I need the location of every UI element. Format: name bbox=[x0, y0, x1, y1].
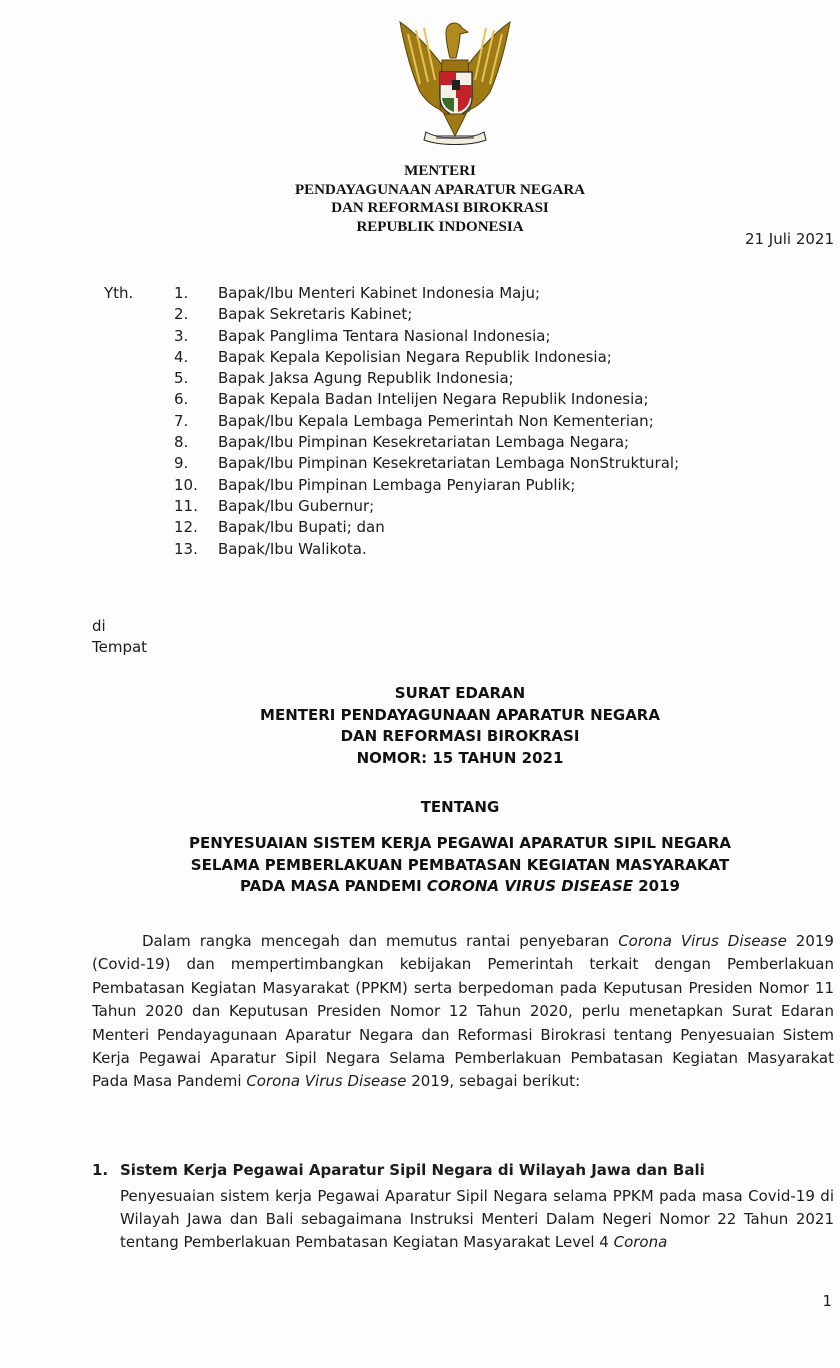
section-text: Penyesuaian sistem kerja Pegawai Aparatur Sipil Negara selama PPKM pada masa Covid-19 di Wilayah Jawa dan Bali sebagaimana Instruksi Menteri Dalam Negeri Nomor 22 Tahun 2021 tentang Pemberlakuan Pembatasan Kegiatan Masyarakat Level 4 bbox=[120, 1187, 834, 1252]
list-item bbox=[174, 347, 679, 368]
item-number: 5. bbox=[174, 369, 189, 388]
intro-italic: Corona Virus Disease bbox=[618, 932, 787, 950]
page-number: 1 bbox=[822, 1292, 832, 1310]
item-number: 2. bbox=[174, 305, 189, 324]
list-item bbox=[174, 411, 679, 432]
subject-italic: CORONA VIRUS DISEASE bbox=[426, 877, 634, 895]
item-text: Bapak/Ibu Pimpinan Kesekretariatan Lembaga NonStruktural; bbox=[218, 454, 680, 473]
ministry-line: DAN REFORMASI BIROKRASI bbox=[331, 200, 549, 216]
subject-line: SELAMA PEMBERLAKUAN PEMBATASAN KEGIATAN MASYARAKAT bbox=[190, 855, 730, 874]
subject-line: PENYESUAIAN SISTEM KERJA PEGAWAI APARATUR SIPIL NEGARA bbox=[188, 834, 732, 852]
item-text: Bapak Sekretaris Kabinet; bbox=[218, 305, 413, 324]
tentang-heading: TENTANG bbox=[420, 798, 500, 816]
list-item bbox=[174, 475, 679, 496]
ministry-line: REPUBLIK INDONESIA bbox=[356, 218, 524, 235]
garuda-emblem-icon bbox=[380, 14, 530, 154]
yth-label: Yth. bbox=[104, 284, 134, 302]
letter-date: 21 Juli 2021 bbox=[744, 230, 834, 248]
section-italic: Corona bbox=[613, 1233, 668, 1252]
list-item bbox=[174, 517, 679, 538]
list-item bbox=[174, 326, 679, 347]
ministry-line: PENDAYAGUNAAN APARATUR NEGARA bbox=[294, 181, 586, 198]
item-text: Bapak Kepala Badan Intelijen Negara Republik Indonesia; bbox=[218, 390, 649, 409]
intro-text: 2019 (Covid-19) dan mempertimbangkan kebijakan Pemerintah terkait dengan Pemberlakuan Pembatasan Kegiatan Masyarakat (PPKM) serta berpedoman pada Keputusan Presiden Nomor 11 Tahun 2020 dan Keputusan Presiden Nomor 12 Tahun 2020, perlu menetapkan Surat Edaran Menteri Pendayagunaan Aparatur Negara dan Reformasi Birokrasi tentang Penyesuaian Sistem Kerja Pegawai Aparatur Sipil Negara Selama Pemberlakuan Pembatasan Kegiatan Masyarakat Pada Masa Pandemi bbox=[92, 932, 834, 1091]
list-item bbox=[174, 283, 679, 304]
list-item bbox=[174, 368, 679, 389]
item-number: 12. bbox=[174, 518, 198, 537]
section-title: Sistem Kerja Pegawai Aparatur Sipil Negara di Wilayah Jawa dan Bali bbox=[120, 1161, 705, 1179]
subject-text: 2019 bbox=[633, 877, 680, 895]
intro-italic: Corona Virus Disease bbox=[246, 1072, 407, 1091]
title-line: SURAT EDARAN bbox=[394, 684, 526, 702]
subject-title bbox=[110, 833, 810, 898]
item-text: Bapak/Ibu Walikota. bbox=[218, 539, 367, 558]
title-line: MENTERI PENDAYAGUNAAN APARATUR NEGARA bbox=[260, 705, 660, 724]
item-number: 6. bbox=[174, 390, 189, 409]
list-item bbox=[174, 304, 679, 325]
item-text: Bapak/Ibu Kepala Lembaga Pemerintah Non Kementerian; bbox=[218, 411, 654, 430]
item-number: 8. bbox=[174, 433, 189, 452]
list-item bbox=[174, 539, 679, 560]
item-number: 11. bbox=[174, 496, 198, 515]
ministry-line: MENTERI bbox=[404, 163, 476, 179]
item-text: Bapak/Ibu Pimpinan Kesekretariatan Lembaga Negara; bbox=[218, 433, 630, 452]
subject-text: PADA MASA PANDEMI bbox=[239, 877, 427, 895]
item-text: Bapak Jaksa Agung Republik Indonesia; bbox=[218, 369, 514, 388]
intro-text: 2019, sebagai berikut: bbox=[406, 1072, 581, 1091]
intro-paragraph bbox=[92, 930, 834, 1094]
title-line: NOMOR: 15 TAHUN 2021 bbox=[356, 748, 564, 767]
list-item bbox=[174, 389, 679, 410]
item-text: Bapak Panglima Tentara Nasional Indonesia; bbox=[218, 326, 551, 345]
ministry-header bbox=[230, 162, 650, 236]
intro-text: Dalam rangka mencegah dan memutus rantai penyebaran bbox=[142, 932, 619, 950]
item-number: 1. bbox=[174, 284, 189, 302]
section-heading bbox=[92, 1161, 705, 1179]
item-number: 10. bbox=[174, 475, 198, 494]
di-label: di bbox=[92, 617, 106, 635]
item-number: 3. bbox=[174, 326, 189, 345]
list-item bbox=[174, 432, 679, 453]
title-line: DAN REFORMASI BIROKRASI bbox=[340, 727, 580, 745]
destination bbox=[92, 616, 147, 658]
subject-line bbox=[110, 876, 810, 898]
document-title bbox=[110, 683, 810, 769]
section-number: 1. bbox=[92, 1161, 109, 1179]
item-number: 9. bbox=[174, 454, 189, 473]
item-number: 13. bbox=[174, 539, 198, 558]
item-text: Bapak/Ibu Pimpinan Lembaga Penyiaran Publik; bbox=[218, 475, 576, 494]
item-text: Bapak/Ibu Bupati; dan bbox=[218, 518, 385, 537]
item-number: 7. bbox=[174, 411, 189, 430]
item-text: Bapak/Ibu Menteri Kabinet Indonesia Maju; bbox=[218, 284, 541, 302]
section-paragraph bbox=[120, 1185, 834, 1255]
recipient-list bbox=[174, 283, 679, 560]
item-text: Bapak/Ibu Gubernur; bbox=[218, 496, 375, 515]
tempat-label: Tempat bbox=[92, 638, 148, 656]
list-item bbox=[174, 453, 679, 474]
item-number: 4. bbox=[174, 347, 189, 366]
list-item bbox=[174, 496, 679, 517]
item-text: Bapak Kepala Kepolisian Negara Republik Indonesia; bbox=[218, 347, 612, 366]
